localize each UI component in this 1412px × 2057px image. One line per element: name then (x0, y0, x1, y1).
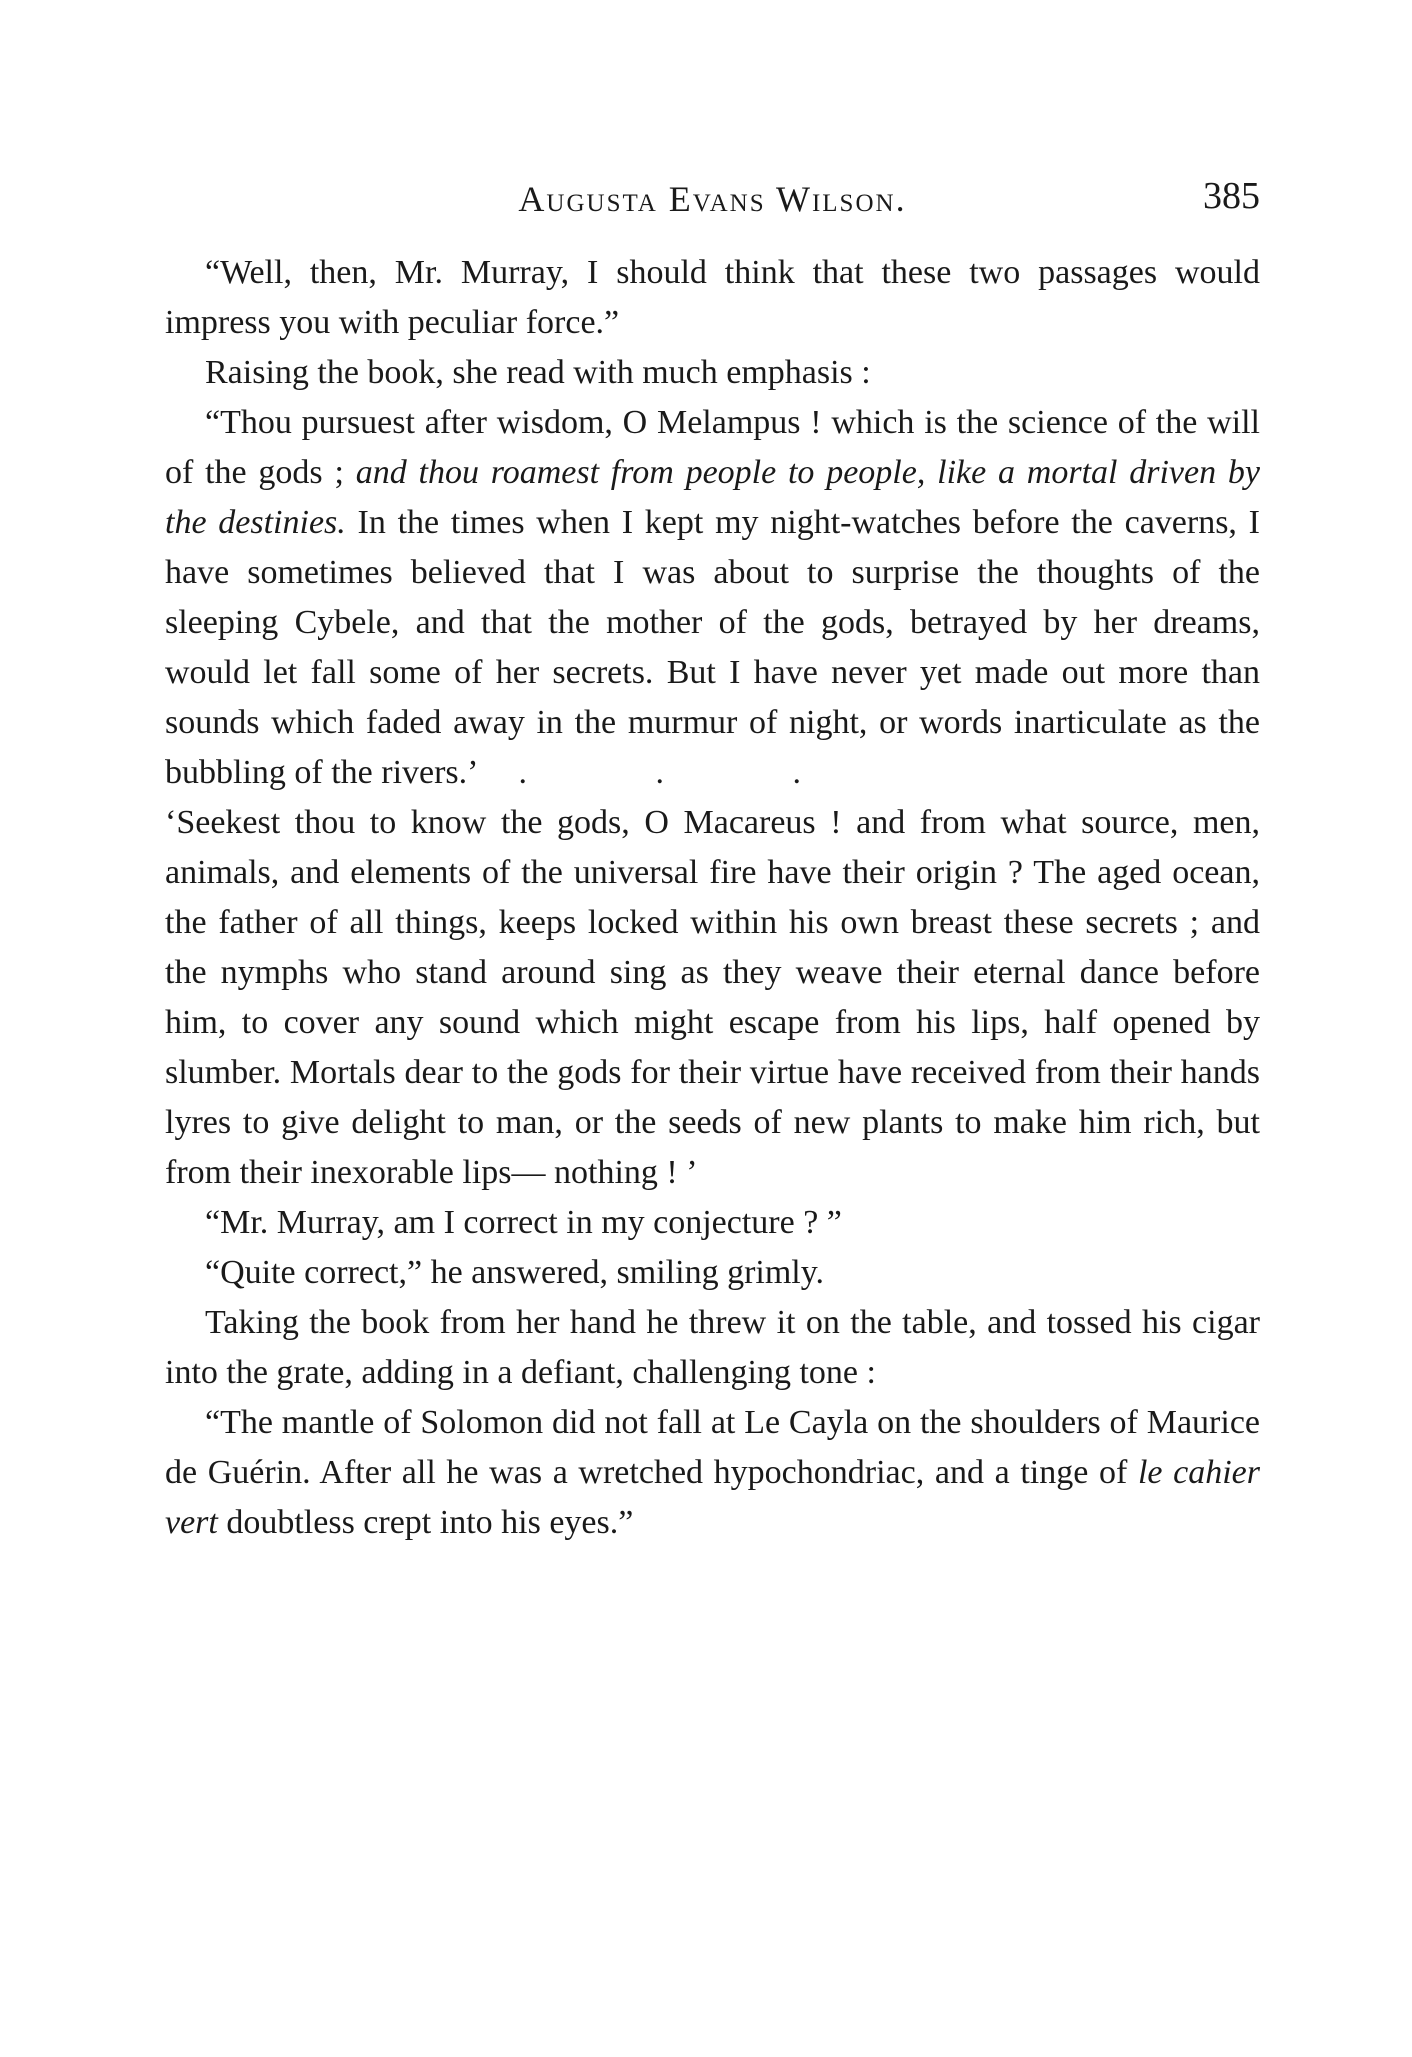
paragraph-6 (165, 1248, 1260, 1298)
paragraph-5 (165, 1198, 1260, 1248)
ellipsis-dots: . . . (518, 754, 861, 791)
paragraph-3-text-c: In the times when I kept my night-watches before the caverns, I have sometimes believed that I was about to surprise the thoughts of the sleeping Cybele, and that the mother of the gods, betrayed by her dreams, would let fall some of her secrets. But I have never yet made out more than sounds which faded away in the murmur of night, or words inarticulate as the bubbling of the rivers.’ (165, 504, 1260, 791)
paragraph-4-text: ‘Seekest thou to know the gods, O Macareus ! and from what source, men, animals, and elements of the universal fire have their origin ? The aged ocean, the father of all things, keeps locked within his own breast these secrets ; and the nymphs who stand around sing as they weave their eternal dance before him, to cover any sound which might escape from his lips, half opened by slumber. Mortals dear to the gods for their virtue have received from their hands lyres to give delight to man, or the seeds of new plants to make him rich, but from their inexorable lips— nothing ! ’ (165, 804, 1260, 1191)
paragraph-8-italic: le cahier vert (165, 1454, 1260, 1541)
paragraph-4 (165, 798, 1260, 1198)
paragraph-2 (165, 348, 1260, 398)
paragraph-8-text-a: “The mantle of Solomon did not fall at Le Cayla on the shoulders of Maurice de Guérin. After all he was a wretched hypochondriac, and a tinge of (165, 1404, 1260, 1491)
paragraph-6-text: “Quite correct,” he answered, smiling grimly. (205, 1254, 825, 1291)
book-page (165, 170, 1260, 1548)
paragraph-2-text: Raising the book, she read with much emphasis : (205, 354, 871, 391)
paragraph-7 (165, 1298, 1260, 1398)
page-header (165, 170, 1260, 230)
paragraph-1 (165, 248, 1260, 348)
paragraph-3-text-a: “Thou pursuest after wisdom, O Melampus ! which is the science of the will of the gods ; (165, 404, 1260, 491)
page-number: 385 (1203, 175, 1260, 217)
running-head: Augusta Evans Wilson. (518, 179, 907, 219)
paragraph-8-text-c: doubtless crept into his eyes.” (217, 1504, 634, 1541)
paragraph-7-text: Taking the book from her hand he threw it on the table, and tossed his cigar into the grate, adding in a defiant, challenging tone : (165, 1304, 1260, 1391)
paragraph-5-text: “Mr. Murray, am I correct in my conjecture ? ” (205, 1204, 842, 1241)
paragraph-3 (165, 398, 1260, 798)
paragraph-8 (165, 1398, 1260, 1548)
paragraph-1-text: “Well, then, Mr. Murray, I should think that these two passages would impress you with peculiar force.” (165, 254, 1260, 341)
paragraph-3-italic: and thou roamest from people to people, like a mortal driven by the destinies. (165, 454, 1260, 541)
body-text (165, 248, 1260, 1548)
